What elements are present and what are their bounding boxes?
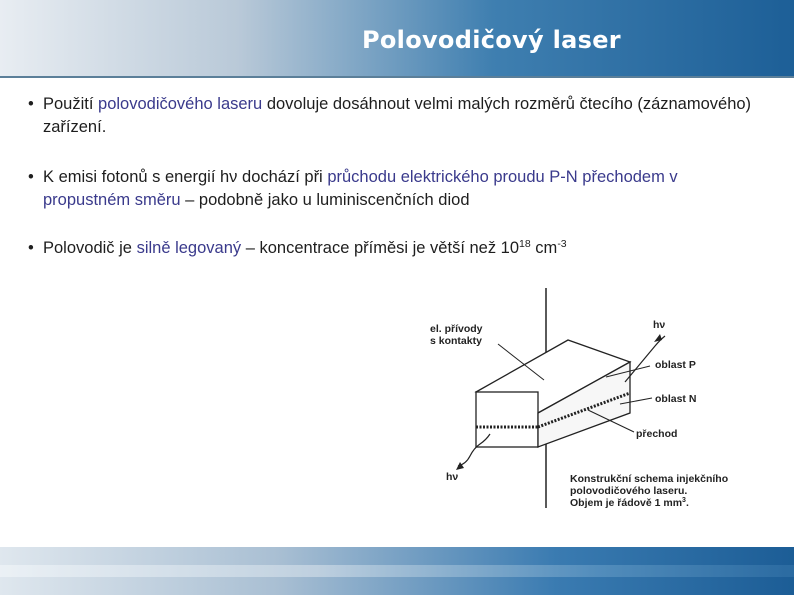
bullet-item bbox=[28, 166, 768, 212]
laser-diagram bbox=[420, 282, 765, 527]
bullet-text bbox=[43, 93, 768, 139]
bullet-text bbox=[43, 166, 768, 212]
label-region-p: oblast P bbox=[655, 359, 696, 371]
bullet-text-part: cm bbox=[530, 239, 558, 257]
bullet-text-part: – koncentrace příměsi je větší než 10 bbox=[241, 239, 520, 257]
caption-end: . bbox=[685, 497, 689, 509]
title-underline bbox=[0, 76, 794, 78]
label-leads-2: s kontakty bbox=[430, 335, 482, 347]
label-hv-bottom: hν bbox=[446, 471, 459, 483]
label-region-n: oblast N bbox=[655, 393, 697, 405]
bullet-text-part: Polovodič je bbox=[43, 239, 137, 257]
bullet-marker: • bbox=[28, 95, 34, 113]
bullet-item bbox=[28, 237, 768, 260]
bullet-text-part: – podobně jako u luminiscenčních diod bbox=[180, 191, 470, 209]
bullet-text-part: dovoluje dosáhnout velmi malých rozměrů čtecího (záznamového) zařízení. bbox=[43, 95, 752, 136]
caption-line-2: polovodičového laseru. bbox=[570, 485, 688, 497]
exponent: 18 bbox=[519, 238, 531, 250]
bullet-text-part: Použití bbox=[43, 95, 99, 113]
caption-line-1: Konstrukční schema injekčního bbox=[570, 473, 729, 485]
caption-line-3 bbox=[570, 497, 689, 509]
caption-text: Objem je řádově 1 mm bbox=[570, 497, 683, 509]
bullet-marker: • bbox=[28, 168, 34, 186]
title-bar bbox=[0, 0, 794, 76]
bullet-item bbox=[28, 93, 768, 139]
label-leads-1: el. přívody bbox=[430, 323, 483, 335]
emission-arrow-bottom-icon bbox=[456, 462, 464, 470]
bullet-marker: • bbox=[28, 239, 34, 257]
footer-bar bbox=[0, 547, 794, 595]
bullet-highlight: průchodu elektrického proudu P-N přechodem v propustném směru bbox=[43, 168, 678, 209]
label-hv-top: hν bbox=[653, 319, 666, 331]
emission-arrow-top-icon bbox=[654, 334, 662, 342]
label-junction: přechod bbox=[636, 428, 678, 440]
bullet-text bbox=[43, 237, 768, 260]
exponent: -3 bbox=[557, 238, 567, 250]
block-front-face bbox=[476, 392, 538, 447]
caption-exponent: 3 bbox=[682, 497, 686, 504]
bullet-highlight: polovodičového laseru bbox=[98, 95, 263, 113]
footer-stripe bbox=[0, 565, 794, 577]
slide-title: Polovodičový laser bbox=[362, 26, 621, 54]
bullet-highlight: silně legovaný bbox=[136, 239, 242, 257]
bullet-text-part: K emisi fotonů s energií hν dochází při bbox=[43, 168, 328, 186]
